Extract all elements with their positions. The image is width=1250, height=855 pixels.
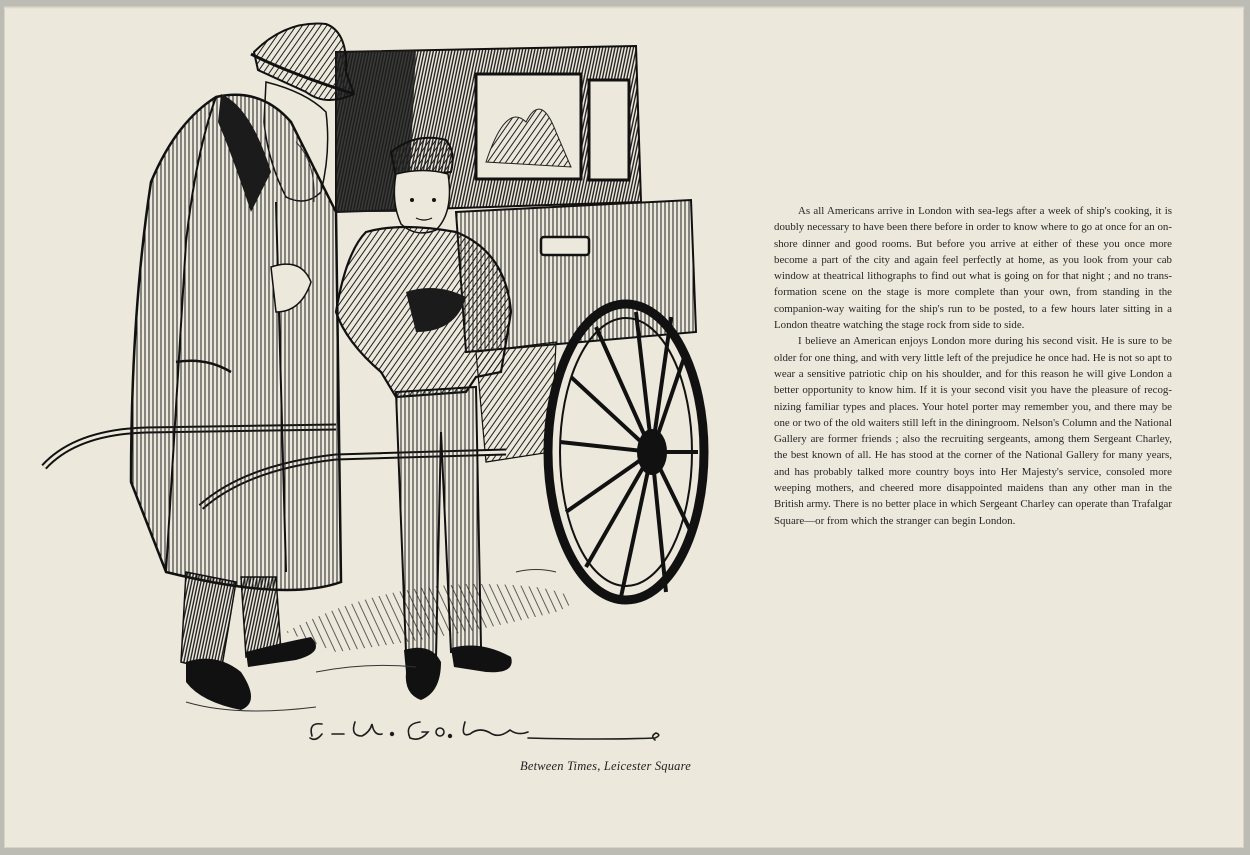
- cab-wheel: [548, 304, 704, 600]
- body-text-column: [774, 203, 1172, 529]
- paragraph-1: As all Americans arrive in London with sea-legs after a week of ship's cooking, it is doubly necessary to have been there before in order to know where to go at once for an on-shore dinner and good rooms. But before you arrive at either of these you once more become a part of the city and again feel perfectly at home, as you look from your cab window at theatrical lithographs to find out what is going on for that night ; and no transformation scene on the stage is more complete than your own, from standing in the companion-way waiting for the ship's run to be posted, to a few hours later sitting in a London theatre watching the stage rock from side to side.: [774, 205, 1172, 332]
- old-man-figure: [131, 24, 354, 710]
- artist-signature: [300, 712, 670, 752]
- illustration-cab-scene: [36, 12, 716, 732]
- illustration-caption: Between Times, Leicester Square: [520, 759, 691, 773]
- paragraph-2: I believe an American enjoys London more during his second visit. He is sure to be older for one thing, and with very little left of the prejudice he once had. He is not so apt to wear a sensitive patriotic chip on his shoulder, and for this reason he will give London a better opportunity to know him. If it is your second visit you have the pleasure of recognizing familiar types and places. Your hotel porter may remember you, and there may be one or two of the old waiters still left in the diningroom. Nelson's Column and the National Gallery are former friends ; also the recruiting sergeants, among them Sergeant Charley, the best known of all. He has stood at the corner of the National Gallery for many years, and has probably talked more country boys into Her Majesty's service, consoled more weeping mothers, and cheered more disappointed maidens than any other man in the British army. There is no better place in which Sergeant Charley can operate than Trafalgar Square—or from which the stranger can begin London.: [774, 335, 1172, 527]
- page-top-edge: [4, 6, 1244, 9]
